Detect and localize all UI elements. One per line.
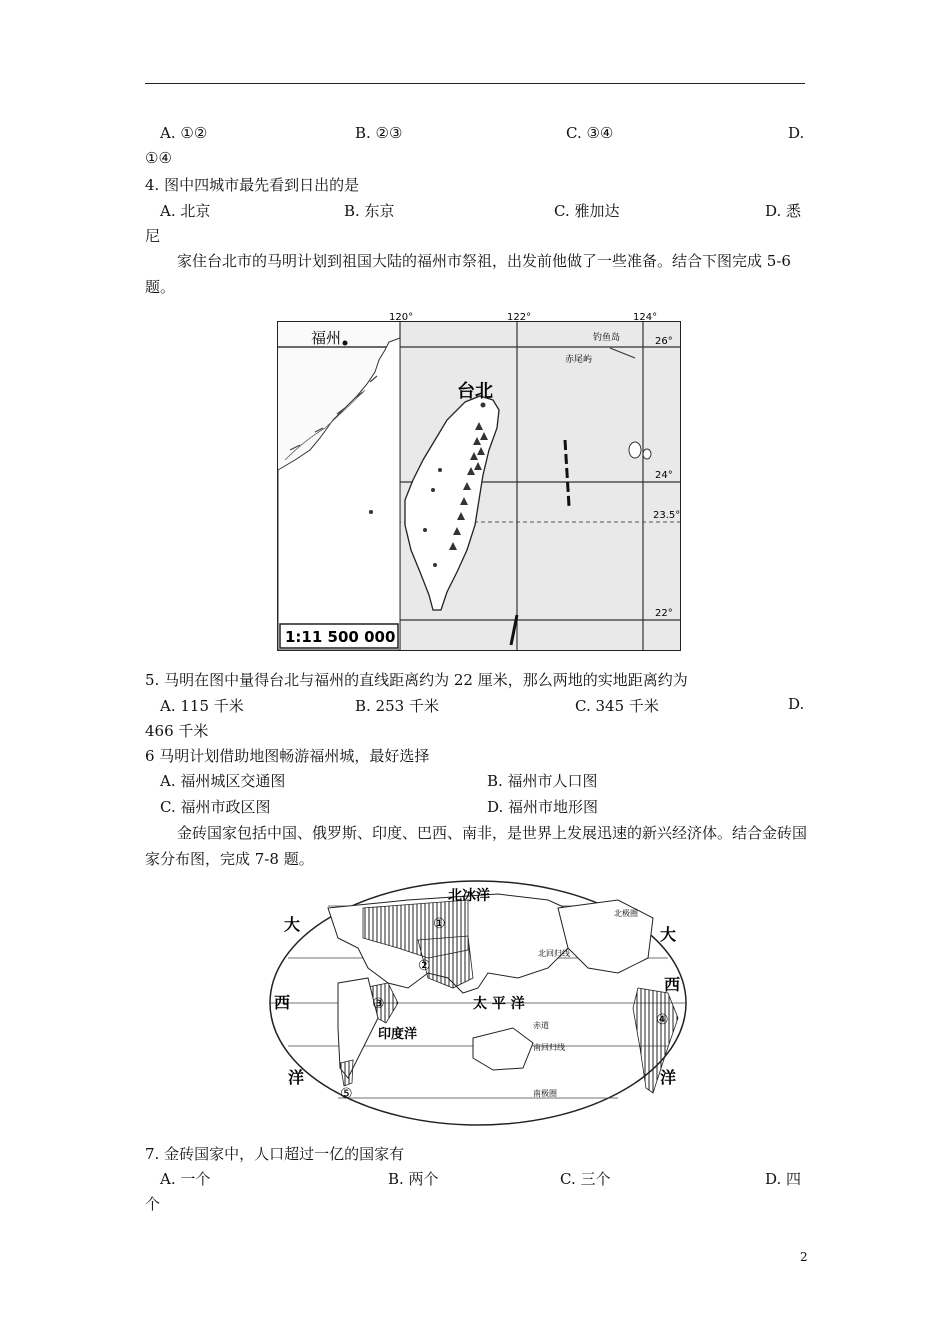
marker-1: ① bbox=[433, 916, 446, 932]
lon-124-label: 124° bbox=[633, 312, 658, 323]
lon-122-label: 122° bbox=[507, 312, 532, 323]
brics-world-map bbox=[268, 878, 688, 1128]
tropic-north-label: 北回归线 bbox=[538, 949, 570, 958]
equator-label: 赤道 bbox=[533, 1021, 549, 1030]
marker-3: ③ bbox=[372, 996, 385, 1012]
q7-stem: 7. 金砖国家中，人口超过一亿的国家有 bbox=[145, 1145, 405, 1163]
fuzhou-label: 福州 bbox=[311, 329, 342, 347]
arctic-circle-label: 北极圈 bbox=[614, 909, 638, 918]
q6-stem: 6 马明计划借助地图畅游福州城，最好选择 bbox=[145, 747, 430, 765]
q5-stem: 5. 马明在图中量得台北与福州的直线距离约为 22 厘米，那么两地的实地距离约为 bbox=[145, 671, 688, 689]
q3-option-d: D. bbox=[788, 124, 805, 142]
q5-option-c: C. 345 千米 bbox=[575, 697, 659, 715]
q3-option-b: B. ②③ bbox=[355, 124, 403, 142]
tropic-south-label: 南回归线 bbox=[533, 1043, 565, 1052]
taiwan-map bbox=[275, 310, 685, 655]
atlantic-right-char-2: 西 bbox=[664, 975, 681, 994]
q6-option-b: B. 福州市人口图 bbox=[487, 772, 598, 790]
q4-option-c: C. 雅加达 bbox=[554, 202, 620, 220]
q4-option-b: B. 东京 bbox=[344, 202, 395, 220]
intro-paragraph-7-8: 金砖国家包括中国、俄罗斯、印度、巴西、南非，是世界上发展迅速的新兴经济体。结合金砖国家分布图，完成 7-8 题。 bbox=[145, 824, 808, 868]
atlantic-left-char-1: 大 bbox=[284, 915, 301, 934]
q6-option-a: A. 福州城区交通图 bbox=[160, 772, 286, 790]
marker-2: ② bbox=[418, 958, 431, 974]
q3-option-a: A. ①② bbox=[160, 124, 208, 142]
indian-ocean-label: 印度洋 bbox=[378, 1027, 418, 1042]
q5-option-d-wrap: 466 千米 bbox=[145, 722, 209, 740]
q7-option-c: C. 三个 bbox=[560, 1170, 611, 1188]
q4-option-d-wrap: 尼 bbox=[145, 227, 161, 245]
q7-option-d-wrap: 个 bbox=[145, 1195, 161, 1213]
island-label-2: 赤尾屿 bbox=[565, 355, 593, 365]
q5-option-b: B. 253 千米 bbox=[355, 697, 439, 715]
lat-24-label: 24° bbox=[655, 470, 673, 481]
lat-22-label: 22° bbox=[655, 608, 673, 619]
q3-option-c: C. ③④ bbox=[566, 124, 614, 142]
lat-23-5-label: 23.5° bbox=[653, 510, 681, 521]
atlantic-right-char-1: 大 bbox=[660, 925, 677, 944]
q5-option-d: D. bbox=[788, 695, 805, 713]
header-rule bbox=[145, 83, 805, 84]
lon-120-label: 120° bbox=[389, 312, 414, 323]
island-label-1: 钓鱼岛 bbox=[593, 333, 621, 343]
q6-option-c: C. 福州市政区图 bbox=[160, 798, 271, 816]
pacific-ocean-label: 太 平 洋 bbox=[473, 996, 525, 1012]
page-number: 2 bbox=[800, 1250, 808, 1264]
q5-option-a: A. 115 千米 bbox=[160, 697, 244, 715]
atlantic-left-char-2: 西 bbox=[274, 993, 291, 1012]
taibei-label: 台北 bbox=[457, 381, 493, 402]
q3-option-d-wrap: ①④ bbox=[145, 149, 172, 167]
marker-5: ⑤ bbox=[340, 1086, 353, 1102]
lat-26-label: 26° bbox=[655, 336, 673, 347]
marker-4: ④ bbox=[656, 1012, 669, 1028]
map-scale: 1:11 500 000 bbox=[285, 628, 396, 646]
q4-stem: 4. 图中四城市最先看到日出的是 bbox=[145, 176, 360, 194]
q4-option-d: D. 悉 bbox=[765, 202, 802, 220]
atlantic-right-char-3: 洋 bbox=[660, 1068, 677, 1087]
q4-option-a: A. 北京 bbox=[160, 202, 211, 220]
q6-option-d: D. 福州市地形图 bbox=[487, 798, 599, 816]
atlantic-left-char-3: 洋 bbox=[288, 1068, 305, 1087]
q7-option-b: B. 两个 bbox=[388, 1170, 439, 1188]
arctic-ocean-label: 北冰洋 bbox=[448, 888, 490, 904]
q7-option-d: D. 四 bbox=[765, 1170, 802, 1188]
q7-option-a: A. 一个 bbox=[160, 1170, 211, 1188]
antarctic-circle-label: 南极圈 bbox=[533, 1089, 557, 1098]
intro-paragraph-5-6: 家住台北市的马明计划到祖国大陆的福州市祭祖，出发前他做了一些准备。结合下图完成 5-6 题。 bbox=[145, 252, 791, 296]
